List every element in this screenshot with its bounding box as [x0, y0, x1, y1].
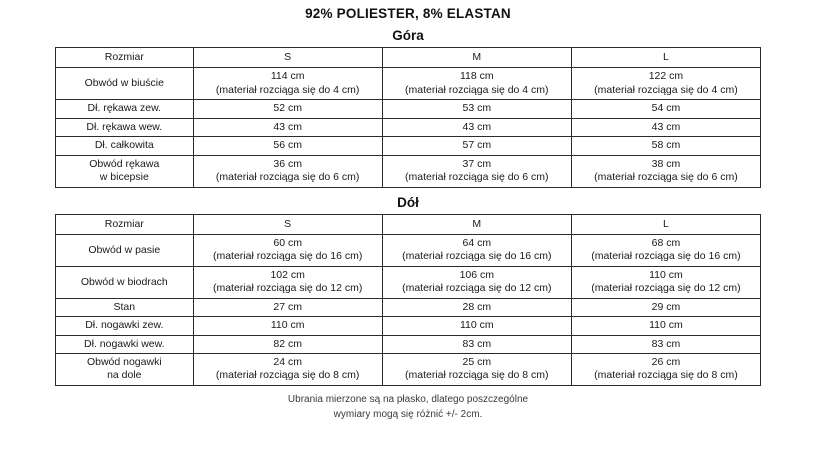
row-label: [56, 118, 194, 136]
row-cell-m: [382, 68, 571, 100]
row-label: [56, 137, 194, 155]
row-label-line1: Obwód w biuście: [84, 77, 164, 90]
table-row: [56, 155, 761, 187]
row-cell-m: [382, 335, 571, 353]
row-cell-s: [193, 155, 382, 187]
cell-note: (materiał rozciąga się do 12 cm): [402, 282, 552, 295]
row-label: [56, 335, 194, 353]
cell-value: 43 cm: [273, 120, 302, 133]
row-label: [56, 100, 194, 118]
row-cell-s: [193, 100, 382, 118]
row-label: [56, 234, 194, 266]
footnote-line-2: wymiary mogą się różnić +/- 2cm.: [333, 409, 483, 421]
cell-value: 52 cm: [273, 102, 302, 115]
column-header-l: L: [571, 48, 760, 68]
cell-value: 53 cm: [462, 102, 492, 115]
cell-note: (materiał rozciąga się do 4 cm): [215, 83, 360, 96]
row-cell-l: [571, 335, 760, 353]
cell-value: 27 cm: [273, 300, 302, 313]
row-cell-m: [382, 100, 571, 118]
cell-note: (materiał rozciąga się do 16 cm): [212, 250, 363, 263]
cell-value: 37 cm: [462, 157, 492, 170]
row-cell-l: [571, 118, 760, 136]
cell-value: 122 cm: [648, 70, 684, 83]
page-title: 92% POLIESTER, 8% ELASTAN: [305, 6, 511, 21]
row-cell-m: [382, 354, 571, 386]
cell-value: 56 cm: [273, 139, 302, 152]
row-cell-s: [193, 266, 382, 298]
cell-value: 82 cm: [273, 337, 302, 350]
cell-value: 68 cm: [651, 236, 681, 249]
column-header-l: L: [571, 214, 760, 234]
cell-value: 114 cm: [270, 70, 305, 83]
row-cell-s: [193, 317, 382, 335]
row-cell-l: [571, 266, 760, 298]
table-row: [56, 118, 761, 136]
row-label-line1: Obwód w biodrach: [80, 275, 168, 288]
cell-value: 110 cm: [270, 319, 305, 332]
row-cell-m: [382, 317, 571, 335]
row-cell-l: [571, 100, 760, 118]
row-cell-m: [382, 118, 571, 136]
column-header-m: M: [382, 214, 571, 234]
row-label: [56, 266, 194, 298]
cell-value: 118 cm: [459, 70, 494, 83]
cell-note: (materiał rozciąga się do 4 cm): [405, 83, 549, 96]
cell-note: (materiał rozciąga się do 6 cm): [215, 171, 360, 184]
cell-value: 28 cm: [462, 300, 492, 313]
row-cell-s: [193, 137, 382, 155]
row-cell-m: [382, 155, 571, 187]
table-header-row: [56, 214, 761, 234]
table-row: [56, 234, 761, 266]
row-label-line1: Dł. rękawa wew.: [86, 120, 163, 133]
row-label-line2: na dole: [107, 369, 142, 382]
cell-value: 43 cm: [462, 120, 492, 133]
size-table-bottom: [55, 214, 761, 386]
row-label-line1: Dł. nogawki zew.: [85, 319, 164, 332]
footnote: [0, 392, 816, 423]
cell-value: 106 cm: [459, 268, 494, 281]
row-label-line1: Obwód nogawki: [86, 356, 162, 368]
table-row: [56, 68, 761, 100]
cell-note: (materiał rozciąga się do 12 cm): [212, 282, 363, 295]
table-row: [56, 354, 761, 386]
cell-value: 24 cm: [273, 356, 302, 368]
cell-value: 26 cm: [651, 356, 681, 368]
table-header-row: [56, 48, 761, 68]
row-cell-s: [193, 118, 382, 136]
size-chart-page: [0, 6, 816, 465]
cell-note: (materiał rozciąga się do 6 cm): [405, 171, 549, 184]
row-cell-l: [571, 137, 760, 155]
row-cell-s: [193, 68, 382, 100]
cell-value: 64 cm: [462, 236, 492, 249]
row-cell-l: [571, 155, 760, 187]
row-cell-s: [193, 234, 382, 266]
cell-value: 38 cm: [651, 157, 681, 170]
row-cell-s: [193, 354, 382, 386]
table-wrap-top: [0, 47, 816, 188]
row-label-line2: w bicepsie: [99, 171, 149, 184]
row-label: [56, 68, 194, 100]
column-header-s: S: [193, 214, 382, 234]
cell-value: 29 cm: [651, 300, 681, 313]
cell-note: (materiał rozciąga się do 8 cm): [405, 369, 549, 382]
row-cell-m: [382, 266, 571, 298]
row-cell-l: [571, 68, 760, 100]
row-cell-s: [193, 335, 382, 353]
row-cell-s: [193, 298, 382, 316]
cell-value: 83 cm: [462, 337, 492, 350]
cell-note: (materiał rozciąga się do 8 cm): [594, 369, 738, 382]
cell-value: 25 cm: [462, 356, 492, 368]
row-cell-l: [571, 298, 760, 316]
row-cell-m: [382, 298, 571, 316]
cell-note: (materiał rozciąga się do 16 cm): [591, 250, 741, 263]
cell-value: 110 cm: [649, 319, 683, 332]
column-header-label: Rozmiar: [56, 48, 194, 68]
cell-value: 54 cm: [651, 102, 681, 115]
table-row: [56, 100, 761, 118]
cell-value: 36 cm: [273, 157, 302, 170]
cell-note: (materiał rozciąga się do 8 cm): [215, 369, 360, 382]
cell-note: (materiał rozciąga się do 4 cm): [594, 83, 738, 96]
row-cell-m: [382, 234, 571, 266]
table-row: [56, 335, 761, 353]
cell-value: 102 cm: [270, 268, 305, 281]
cell-value: 110 cm: [459, 319, 494, 332]
table-row: [56, 137, 761, 155]
table-row: [56, 266, 761, 298]
cell-value: 43 cm: [651, 120, 681, 133]
cell-note: (materiał rozciąga się do 16 cm): [402, 250, 552, 263]
row-label: [56, 317, 194, 335]
cell-value: 60 cm: [273, 236, 302, 249]
section-title-top: Góra: [392, 28, 424, 43]
row-cell-l: [571, 317, 760, 335]
table-row: [56, 317, 761, 335]
cell-value: 57 cm: [462, 139, 492, 152]
row-label-line1: Dł. nogawki wew.: [84, 337, 165, 350]
row-label-line1: Obwód rękawa: [89, 157, 160, 170]
table-wrap-bottom: [0, 214, 816, 386]
table-row: [56, 298, 761, 316]
cell-value: 83 cm: [651, 337, 681, 350]
row-label: [56, 155, 194, 187]
section-title-bottom: Dół: [397, 194, 419, 210]
row-label-line1: Dł. całkowita: [94, 139, 154, 152]
footnote-line-1: Ubrania mierzone są na płasko, dlatego poszczególne: [287, 393, 529, 405]
column-header-m: M: [382, 48, 571, 68]
row-cell-l: [571, 354, 760, 386]
column-header-label: Rozmiar: [56, 214, 194, 234]
row-label-line1: Dł. rękawa zew.: [87, 102, 162, 115]
row-cell-m: [382, 137, 571, 155]
cell-note: (materiał rozciąga się do 12 cm): [591, 282, 741, 295]
cell-note: (materiał rozciąga się do 6 cm): [594, 171, 738, 184]
cell-value: 58 cm: [651, 139, 681, 152]
size-table-top: [55, 47, 761, 188]
row-label-line1: Stan: [113, 300, 136, 313]
column-header-s: S: [193, 48, 382, 68]
row-label: [56, 354, 194, 386]
row-label-line1: Obwód w pasie: [88, 243, 161, 256]
row-label: [56, 298, 194, 316]
cell-value: 110 cm: [649, 268, 683, 281]
row-cell-l: [571, 234, 760, 266]
